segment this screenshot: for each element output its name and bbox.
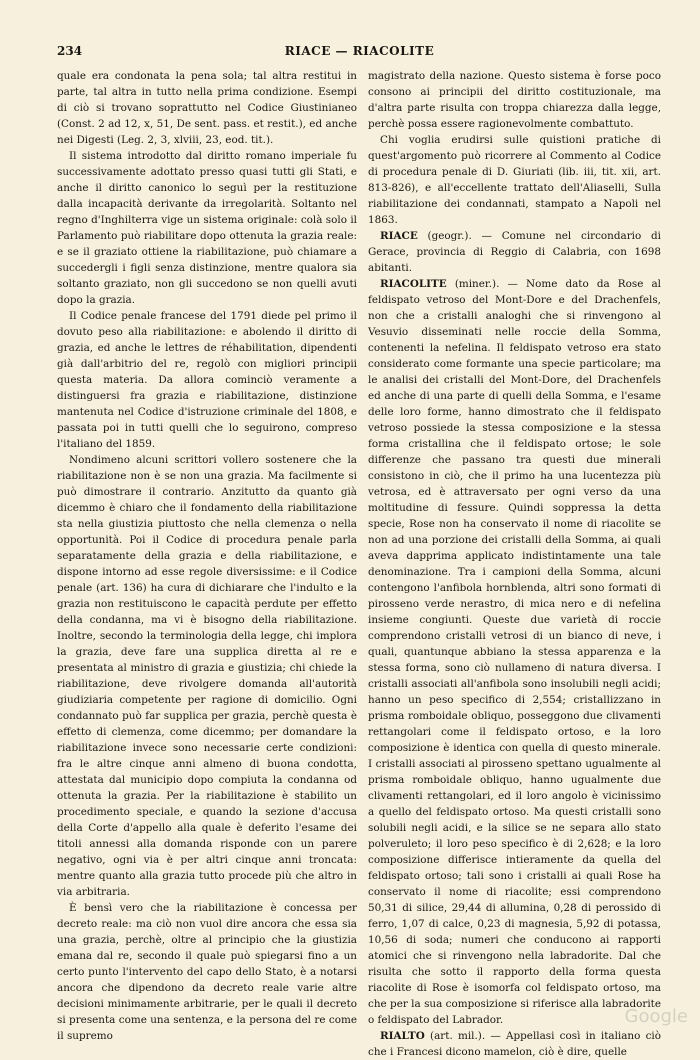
- entry-qualifier: (miner.).: [454, 278, 500, 290]
- page-header: [57, 40, 662, 62]
- paragraph: Il Codice penale francese del 1791 diede pel primo il dovuto peso alla riabilitazione: e abolendo il diritto di grazia, ed anche le lettres de réhabilitation, dipendenti già dall'arbitrio del re, regolò con migliori principii questa materia. Da allora cominciò veramente a distinguersi fra grazia e riabilitazione, distinzione mantenuta nel Codice d'istruzione criminale del 1808, e passata poi in tutti quelli che lo seguirono, compreso l'italiano del 1859.: [57, 310, 357, 450]
- entry-rialto: [368, 1028, 661, 1060]
- paragraph: Chi voglia erudirsi sulle quistioni pratiche di quest'argomento può ricorrere al Commento al Codice di procedura penale di D. Giuriati (lib. iii, tit. xii, art. 813-826), e all'eccellente trattato dell'Aliaselli, Sulla riabilitazione dei condannati, stampato a Napoli nel 1863.: [368, 134, 661, 226]
- paragraph: Nondimeno alcuni scrittori vollero sostenere che la riabilitazione non è se non una grazia. Ma facilmente si può dimostrare il contrario. Anzitutto da quanto già dicemmo è chiaro che il fondamento della riabilitazione sta nella giustizia piuttosto che nella clemenza o nella opportunità. Poi il Codice di procedura penale parla separatamente della grazia e della riabilitazione, e dispone intorno ad esse regole diversissime: e il Codice penale (art. 136) ha cura di dichiarare che l'indulto e la grazia non restituiscono le capacità perdute per effetto della condanna, ma vi è bisogno della riabilitazione. Inoltre, secondo la terminologia della legge, chi implora la grazia, deve fare una supplica diretta al re e presentata al ministro di grazia e giustizia; chi chiede la riabilitazione, deve rivolgere domanda all'autorità giudiziaria competente per ragione di domicilio. Ogni condannato può far supplica per grazia, perchè questa è effetto di clemenza, come dicemmo; per domandare la riabilitazione invece sono necessarie certe condizioni: fra le altre cinque anni almeno di buona condotta, attestata dal municipio dopo compiuta la condanna od ottenuta la grazia. Per la riabilitazione è stabilito un procedimento speciale, e quando la sezione d'accusa della Corte d'appello alla quale è deferito l'esame dei titoli annessi alla domanda risponde con un parere negativo, ogni via è per altri cinque anni troncata: mentre quanto alla grazia tutto procede più che altro in via arbitraria.: [57, 454, 357, 898]
- right-column: [368, 68, 661, 1060]
- entry-riace: [368, 228, 661, 276]
- headword: RIACE: [380, 230, 418, 242]
- paragraph: quale era condonata la pena sola; tal altra restitui in parte, tal altra in tutto nella prima condizione. Esempi di ciò si trovano soprattutto nel Codice Giustinianeo (Const. 2 ad 12, x, 51, De sent. pass. et restit.), ed anche nei Digesti (Leg. 2, 3, xlviii, 23, eod. tit.).: [57, 70, 357, 146]
- paragraph: È bensì vero che la riabilitazione è concessa per decreto reale: ma ciò non vuol dire ancora che essa sia una grazia, perchè, oltre al principio che la giustizia emana dal re, secondo il quale può spiegarsi fino a un certo punto l'intervento del capo dello Stato, è a notarsi ancora che dipendono da decreto reale varie altre decisioni minimamente arbitrarie, per le quali il decreto si presenta come una sentenza, e la persona del re come il supremo: [57, 902, 357, 1042]
- page-number: 234: [57, 44, 83, 58]
- entry-qualifier: (geogr.).: [427, 230, 472, 242]
- headword: RIACOLITE: [380, 278, 447, 290]
- paragraph: magistrato della nazione. Questo sistema è forse poco consono ai principii del diritto costituzionale, ma d'altra parte risulta con troppa chiarezza dalla legge, perchè possa essere ragionevolmente combattuto.: [368, 70, 661, 130]
- left-column: [57, 68, 357, 1044]
- running-head: RIACE — RIACOLITE: [284, 44, 435, 58]
- entry-text: — Nome dato da Rose al feldispato vetroso del Mont-Dore e del Drachenfels, non che a cristalli analoghi che si rinvengono al Vesuvio disseminati nelle roccie della Somma, contenenti la nefelina. Il feldispato vetroso era stato considerato come formante una specie particolare; ma le analisi dei cristalli del Mont-Dore, del Drachenfels ed anche di una parte di quelli della Somma, e l'esame delle loro forme, hanno dimostrato che il feldispato vetroso possiede la stessa composizione e la stessa forma cristallina che il feldispato ortose; le sole differenze che passano tra questi due minerali consistono in ciò, che il primo ha una lucentezza più vetrosa, ed è attraversato per ogni verso da una moltitudine di fessure. Quindi soppressa la detta specie, Rose non ha conservato il nome di riacolite se non ad una porzione dei cristalli della Somma, ai quali aveva dapprima applicato indistintamente una tale denominazione. Tra i campioni della Somma, alcuni contengono l'anfibola hornblenda, altri sono formati di pirosseno verde nerastro, di mica nero e di nefelina insieme congiunti. Queste due varietà di roccie comprendono cristalli vetrosi di un bianco di neve, i quali, quantunque abbiano la stessa apparenza e la stessa forma, sono ciò nullameno di natura diversa. I cristalli associati all'anfibola sono insolubili negli acidi; hanno un peso specifico di 2,554; cristallizzano in prisma romboidale obliquo, posseggono due clivamenti rettangolari come il feldispato ortoso, e la loro composizione è identica con quella di questo minerale. I cristalli associati al pirosseno spettano ugualmente al prisma romboidale obliquo, hanno ugualmente due clivamenti rettangolari, ed il loro angolo è vicinissimo a quello del feldispato ortoso. Ma questi cristalli sono solubili negli acidi, e la silice se ne separa allo stato polveruleto; il loro peso specifico è di 2,628; e la loro composizione differisce intieramente da quella del feldispato ortoso; tali sono i cristalli ai quali Rose ha conservato il nome di riacolite; essi comprendono 50,31 di silice, 29,44 di allumina, 0,28 di perossido di ferro, 1,07 di calce, 0,23 di magnesia, 5,92 di potassa, 10,56 di soda; numeri che conducono ai rapporti atomici che si rinvengono nella labradorite. Dal che risulta che sotto il rapporto della forma questa riacolite di Rose è isomorfa col feldispato ortoso, ma che per la sua composizione si riferisce alla labradorite o feldispato del Labrador.: [368, 278, 661, 1026]
- headword: RIALTO: [380, 1030, 425, 1042]
- entry-text: — Appellasi così in italiano ciò che i Francesi dicono mamelon, ciò è dire, quelle: [368, 1030, 661, 1058]
- google-watermark: Google: [624, 1006, 688, 1027]
- entry-text: — Comune nel circondario di Gerace, provincia di Reggio di Calabria, con 1698 abitanti.: [368, 230, 662, 274]
- entry-riacolite: [368, 276, 661, 1028]
- paragraph: Il sistema introdotto dal diritto romano imperiale fu successivamente adottato presso quasi tutti gli Stati, e anche il diritto canonico lo seguì per la restituzione dalla incapacità derivante da irregolarità. Soltanto nel regno d'Inghilterra vige un sistema originale: colà solo il Parlamento può riabilitare dopo ottenuta la grazia reale: e se il graziato ottiene la riabilitazione, può chiamare a succedergli i figli senza distinzione, mentre qualora sia soltanto graziato, non gli succedono se non quelli avuti dopo la grazia.: [57, 150, 357, 306]
- entry-qualifier: (art. mil.).: [430, 1030, 486, 1042]
